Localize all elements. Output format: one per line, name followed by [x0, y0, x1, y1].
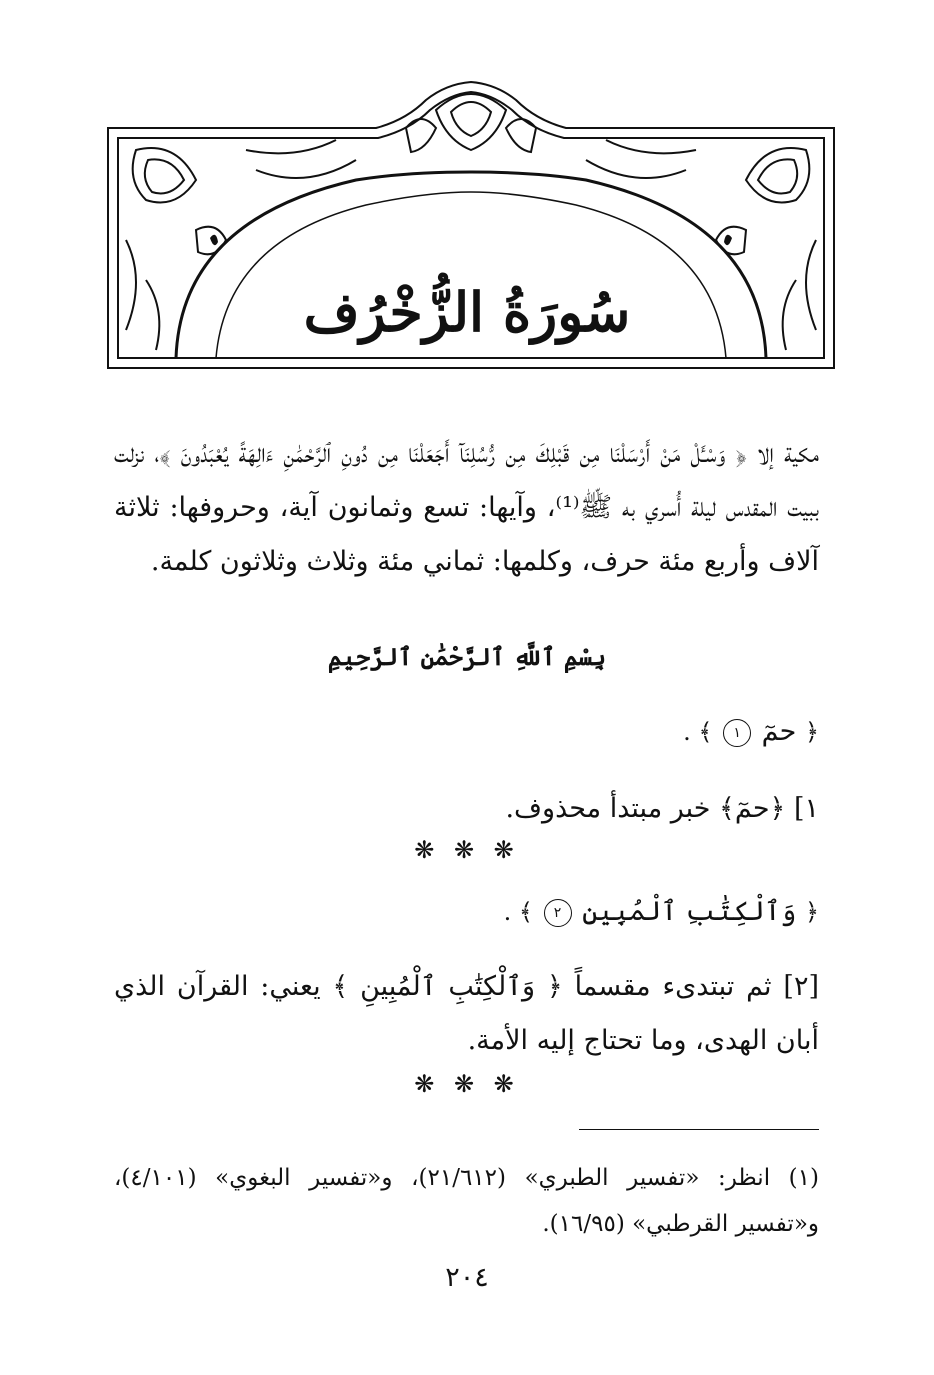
verse-1-close-bracket: ﴾ . — [683, 718, 713, 746]
surah-introduction: مكية إلا ﴿ وَسْـَٔلْ مَنْ أَرْسَلْنَا مِن قَبْلِكَ مِن رُّسُلِنَآ أَجَعَلْنَا مِن دُونِ ٱلرَّحْمَٰنِ ءَالِهَةً يُعْبَدُونَ ﴾، نزلت ببيت المقدس ليلة أُسري به ﷺ⁽¹⁾، وآيها: تسع وثمانون آية، وحروفها: ثلاثة آلاف وأربع مئة حرف، وكلمها: ثماني مئة وثلاث وثلاثون كلمة. — [114, 438, 820, 577]
section-separator: ❋ ❋ ❋ — [414, 1070, 520, 1098]
verse-2-text: وَٱلْكِتَٰبِ ٱلْمُبِينِ — [582, 896, 797, 927]
basmala — [0, 642, 934, 671]
verse-1 — [683, 716, 819, 747]
verse-number-marker-icon: ١ — [723, 719, 751, 747]
commentary-1: ١] ﴿حمٓ﴾ خبر مبتدأ محذوف. — [505, 793, 819, 824]
verse-1-text: حمٓ — [761, 716, 797, 747]
commentary-2: [٢] ثم تبتدىء مقسماً ﴿ وَٱلْكِتَٰبِ ٱلْمُبِينِ ﴾ يعني: القرآن الذي أبان الهدى، وما تحتاج إليه الأمة. — [114, 971, 819, 1056]
verse-2-close-bracket: ﴾ . — [503, 898, 533, 926]
page-number: ٢٠٤ — [445, 1262, 489, 1293]
basmala-text: بِسْمِ ٱللَّهِ ٱلرَّحْمَٰنِ ٱلرَّحِيمِ — [327, 642, 607, 671]
surah-title: سُورَةُ الزُّخْرُف — [303, 280, 631, 344]
footnote: (١) انظر: «تفسير الطبري» (٢١/٦١٢)، و«تفسير البغوي» (٤/١٠١)، و«تفسير القرطبي» (١٦/٩٥). — [114, 1165, 819, 1237]
footnote-divider — [579, 1129, 819, 1130]
section-separator: ❋ ❋ ❋ — [414, 836, 520, 864]
verse-1-open-bracket: ﴿ — [804, 718, 819, 746]
verse-number-marker-icon: ٢ — [544, 899, 572, 927]
verse-2 — [504, 896, 819, 927]
verse-2-open-bracket: ﴿ — [804, 898, 819, 926]
